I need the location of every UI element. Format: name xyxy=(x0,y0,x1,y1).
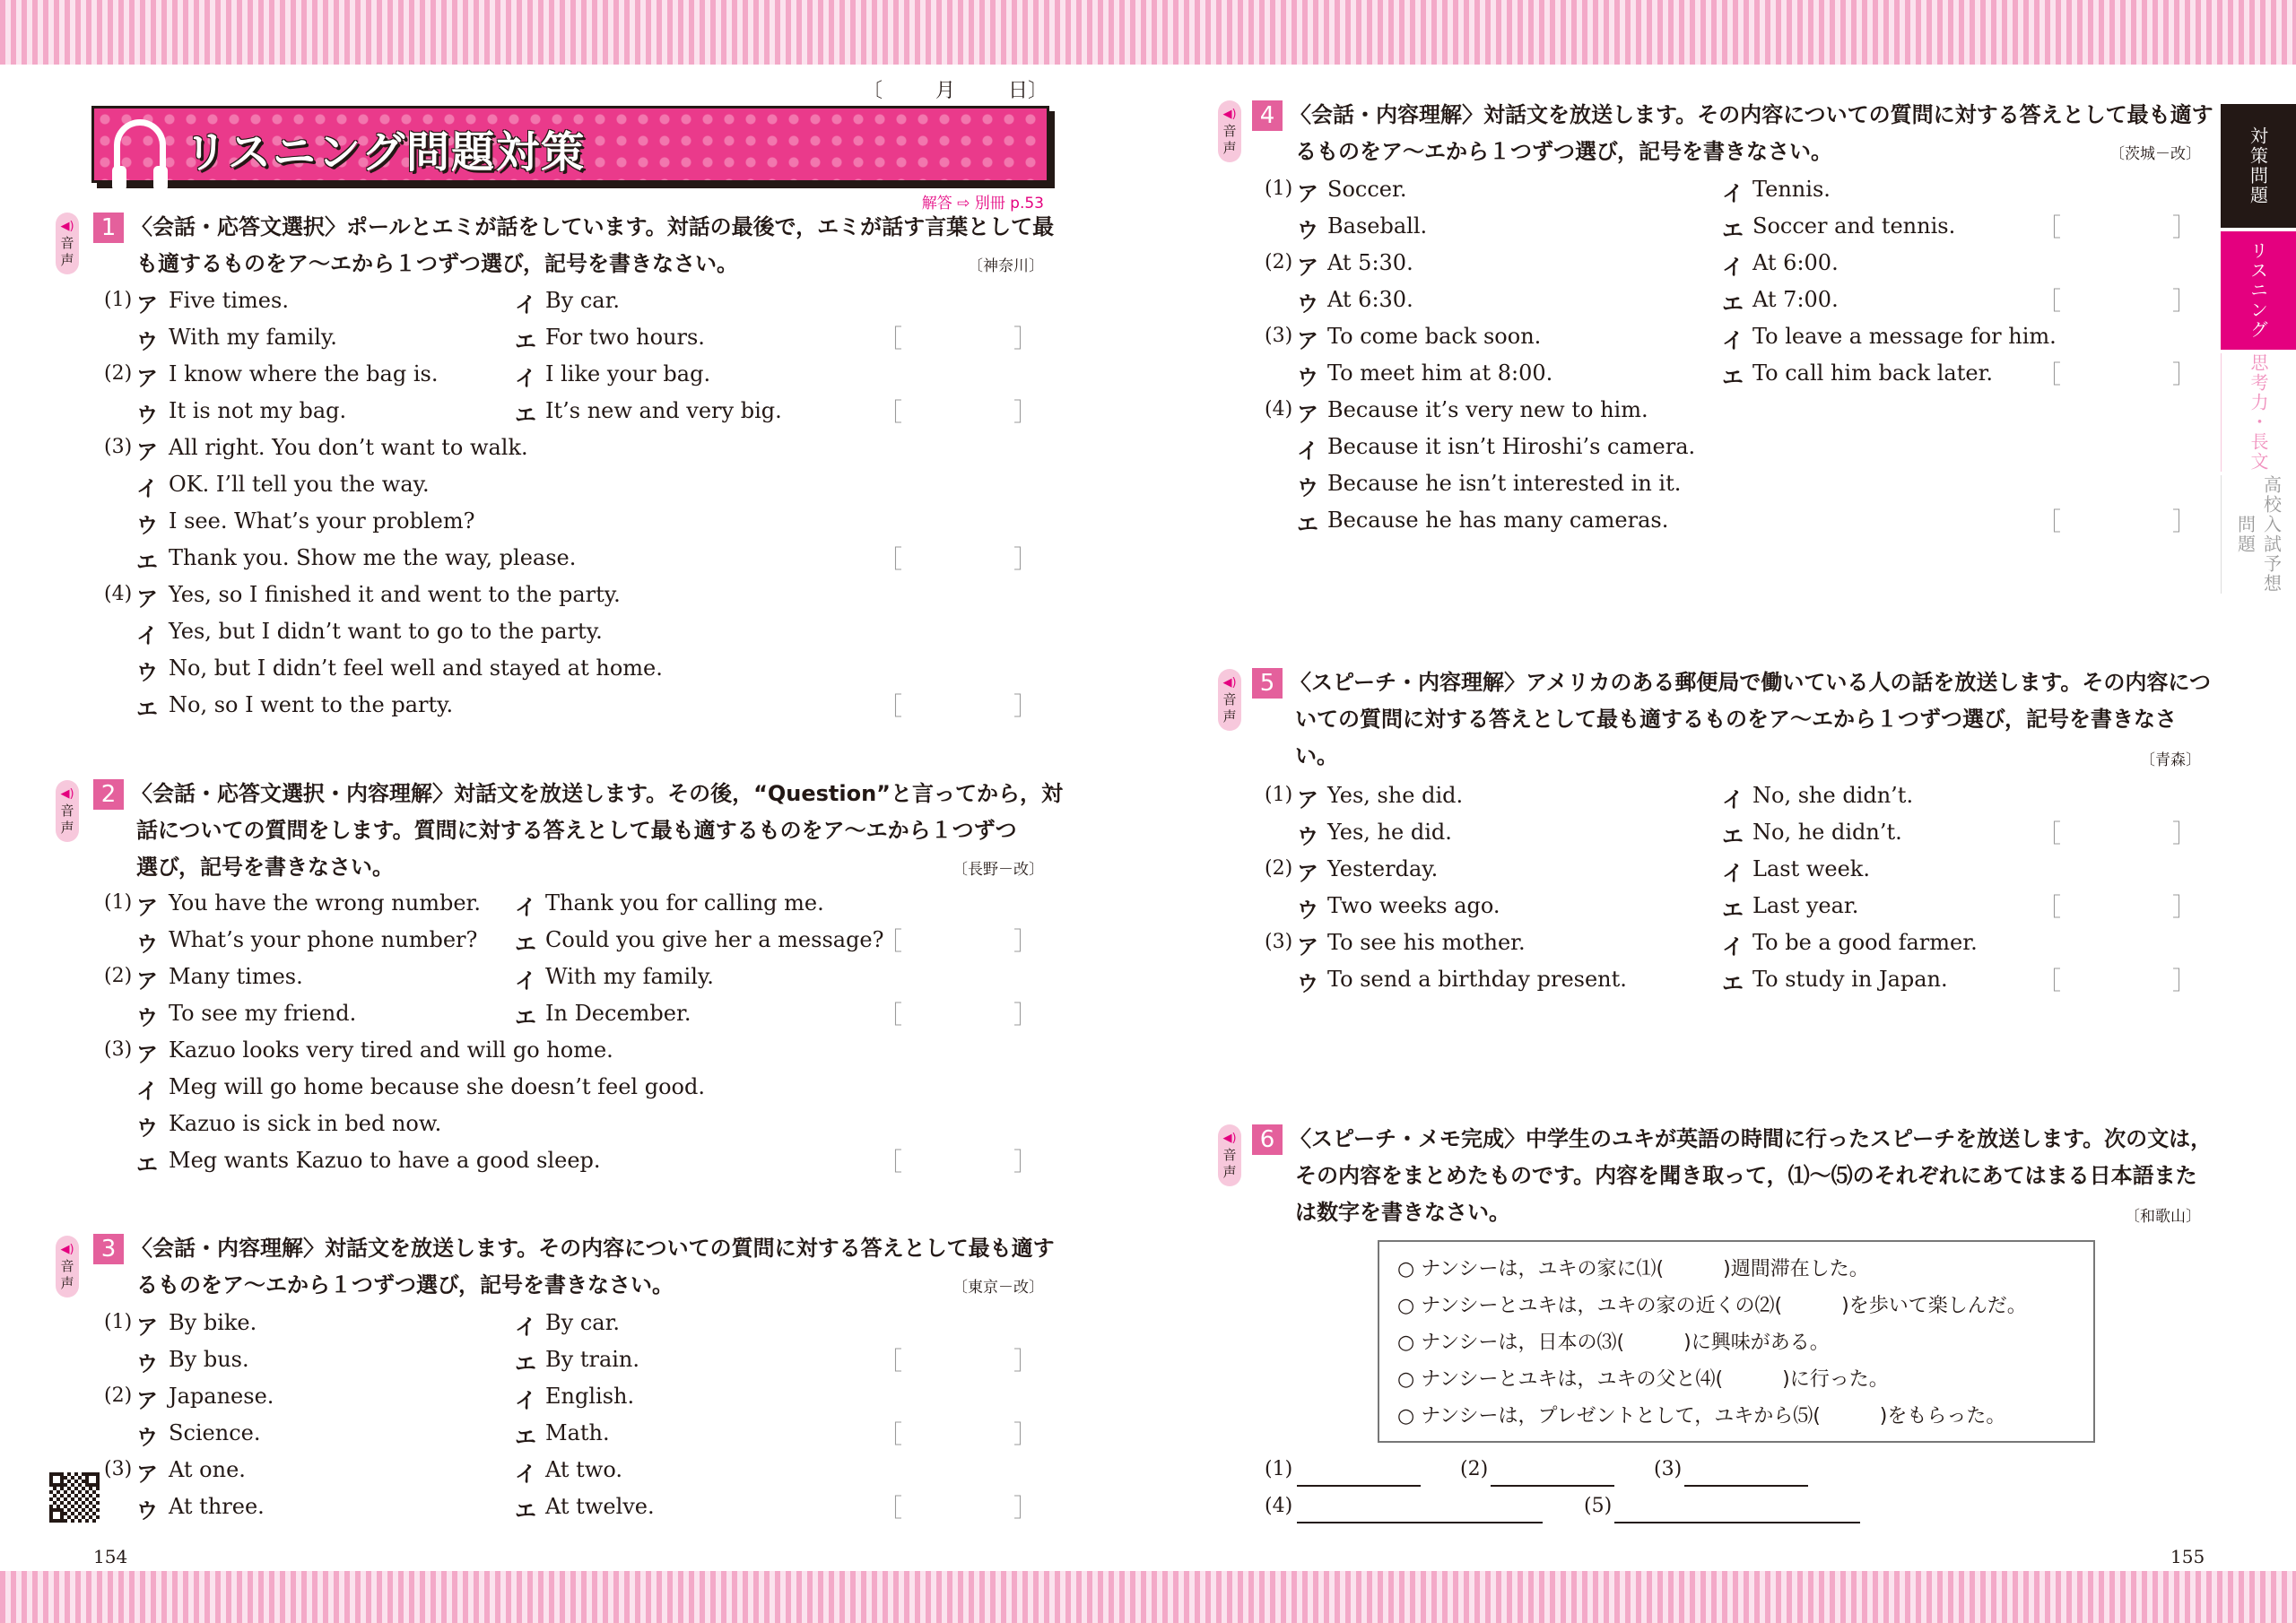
source: 〔茨城－改〕 xyxy=(2109,145,2201,163)
question-number: (3) xyxy=(1265,325,1293,347)
source: 〔和歌山〕 xyxy=(2125,1208,2201,1226)
choice-mark: エ xyxy=(515,403,536,428)
choice-text: All right. You don’t want to walk. xyxy=(169,435,528,460)
answer-box[interactable]: ［ ］ xyxy=(877,926,1039,956)
instruction: 選び，記号を書きなさい。 xyxy=(136,855,395,880)
bottom-stripe xyxy=(0,1571,2296,1623)
choice-mark: イ xyxy=(515,895,536,920)
choice-text: I like your bag. xyxy=(545,361,711,386)
choice-text: No, she didn’t. xyxy=(1752,783,1914,808)
choice-text: Last year. xyxy=(1752,893,1859,918)
choice-text: To see his mother. xyxy=(1327,930,1526,955)
choice-text: By car. xyxy=(545,288,621,313)
memo-line: ○ ナンシーは，ユキの家に⑴( )週間滞在した。 xyxy=(1397,1258,1869,1280)
choice-text: To see my friend. xyxy=(169,1001,357,1026)
choice-text: By bike. xyxy=(169,1310,257,1335)
question-number: (4) xyxy=(104,583,133,605)
choice-text: Five times. xyxy=(169,288,289,313)
choice-mark: イ xyxy=(136,476,158,501)
answer-label: (2) xyxy=(1460,1458,1489,1480)
audio-badge: ◀︎) 音声 xyxy=(56,1236,79,1298)
choice-mark: ウ xyxy=(136,1115,158,1141)
choice-text: Because he has many cameras. xyxy=(1327,508,1669,533)
choice-mark: ア xyxy=(1297,181,1318,206)
page-number-right: 155 xyxy=(2170,1546,2205,1567)
answer-field-5[interactable] xyxy=(1614,1497,1860,1523)
question-number: (1) xyxy=(1265,784,1293,806)
choice-text: Yes, but I didn’t want to go to the party. xyxy=(169,619,603,644)
choice-text: By car. xyxy=(545,1310,621,1335)
choice-mark: ウ xyxy=(136,1005,158,1030)
choice-mark: イ xyxy=(136,623,158,648)
answer-box[interactable]: ［ ］ xyxy=(2036,286,2197,316)
section-number: 1 xyxy=(93,213,124,243)
answer-label: (4) xyxy=(1265,1495,1293,1517)
choice-mark: ウ xyxy=(136,1498,158,1523)
choice-text: Meg will go home because she doesn’t feel good. xyxy=(169,1074,705,1099)
choice-text: Because he isn’t interested in it. xyxy=(1327,471,1682,496)
choice-mark: エ xyxy=(136,550,158,575)
choice-text: Yesterday. xyxy=(1327,856,1439,881)
question-number: (1) xyxy=(104,1311,133,1333)
question-number: (3) xyxy=(104,1458,133,1480)
choice-text: Kazuo looks very tired and will go home. xyxy=(169,1037,613,1063)
choice-mark: ウ xyxy=(136,403,158,428)
choice-mark: イ xyxy=(515,968,536,994)
choice-text: No, he didn’t. xyxy=(1752,820,1902,845)
speaker-icon: ◀︎) xyxy=(60,787,74,801)
answer-box[interactable]: ［ ］ xyxy=(877,1419,1039,1449)
answer-label: (3) xyxy=(1654,1458,1683,1480)
choice-mark: イ xyxy=(515,366,536,391)
choice-text: Yes, so I finished it and went to the party. xyxy=(169,582,621,607)
choice-mark: ア xyxy=(136,895,158,920)
choice-text: English. xyxy=(545,1384,635,1409)
answer-field-4[interactable] xyxy=(1297,1497,1543,1523)
choice-text: At 6:30. xyxy=(1327,287,1413,312)
audio-badge: ◀︎) 音声 xyxy=(1218,1124,1241,1186)
choice-text: Last week. xyxy=(1752,856,1870,881)
question-number: (3) xyxy=(1265,931,1293,953)
choice-text: Because it’s very new to him. xyxy=(1327,397,1648,422)
choice-text: I know where the bag is. xyxy=(169,361,439,386)
choice-text: To be a good farmer. xyxy=(1752,930,1978,955)
speaker-icon: ◀︎) xyxy=(60,220,74,233)
section-number: 6 xyxy=(1252,1124,1283,1155)
choice-mark: ア xyxy=(136,968,158,994)
choice-text: Yes, she did. xyxy=(1327,783,1464,808)
source: 〔青森〕 xyxy=(2140,751,2201,769)
qr-code[interactable] xyxy=(49,1472,100,1523)
choice-mark: イ xyxy=(515,1462,536,1487)
tab-yoso[interactable]: 高校入試予想問題 xyxy=(2221,475,2296,594)
choice-mark: ウ xyxy=(136,932,158,957)
answer-box[interactable]: ［ ］ xyxy=(877,397,1039,427)
section-number: 2 xyxy=(93,779,124,810)
choice-mark: ア xyxy=(1297,787,1318,812)
answer-reference: 解答 ⇨ 別冊 p.53 xyxy=(921,195,1044,213)
page-title: リスニング問題対策 xyxy=(184,127,587,178)
choice-mark: エ xyxy=(1722,898,1744,923)
source: 〔神奈川〕 xyxy=(968,257,1044,275)
answer-field-2[interactable] xyxy=(1491,1460,1614,1487)
instruction: 〈会話・内容理解〉対話文を放送します。その内容についての質問に対する答えとして最も適す xyxy=(1290,102,2213,127)
choice-text: At twelve. xyxy=(545,1494,655,1519)
choice-mark: エ xyxy=(515,1425,536,1450)
memo-line: ○ ナンシーは，日本の⑶( )に興味がある。 xyxy=(1397,1332,1830,1354)
choice-text: Kazuo is sick in bed now. xyxy=(169,1111,442,1136)
choice-text: Soccer and tennis. xyxy=(1752,213,1956,239)
choice-text: At 5:30. xyxy=(1327,250,1413,275)
tab-taisaku[interactable]: 対策問題 xyxy=(2221,104,2296,228)
choice-mark: エ xyxy=(1722,971,1744,996)
answer-label: (5) xyxy=(1584,1495,1613,1517)
section-number: 4 xyxy=(1252,100,1283,131)
tab-listening[interactable]: リスニング xyxy=(2221,231,2296,350)
choice-text: Many times. xyxy=(169,964,303,989)
choice-mark: イ xyxy=(515,1315,536,1340)
instruction: るものをア～エから１つずつ選び，記号を書きなさい。 xyxy=(1295,139,1833,164)
choice-mark: エ xyxy=(515,329,536,354)
choice-mark: ウ xyxy=(1297,971,1318,996)
choice-mark: イ xyxy=(1722,934,1744,959)
choice-text: Meg wants Kazuo to have a good sleep. xyxy=(169,1148,601,1173)
answer-box[interactable]: ［ ］ xyxy=(877,1346,1039,1376)
answer-box[interactable]: ［ ］ xyxy=(2036,819,2197,848)
speaker-icon: ◀︎) xyxy=(1222,1132,1237,1145)
choice-mark: イ xyxy=(136,1079,158,1104)
audio-badge: ◀︎) 音声 xyxy=(1218,669,1241,731)
choice-mark: ア xyxy=(1297,255,1318,280)
answer-box[interactable]: ［ ］ xyxy=(2036,966,2197,995)
choice-text: Japanese. xyxy=(169,1384,274,1409)
instruction: 話についての質問をします。質問に対する答えとして最も適するものをア～エから１つずつ xyxy=(136,818,1017,843)
tab-shikoryoku[interactable]: 思考力・長文 xyxy=(2221,353,2296,472)
instruction: 〈スピーチ・内容理解〉アメリカのある郵便局で働いている人の話を放送します。その内容につ xyxy=(1290,670,2211,695)
choice-text: To call him back later. xyxy=(1752,360,1994,386)
choice-mark: ウ xyxy=(1297,898,1318,923)
choice-text: At 7:00. xyxy=(1752,287,1839,312)
instruction: 〈会話・内容理解〉対話文を放送します。その内容についての質問に対する答えとして最も適す xyxy=(131,1236,1055,1261)
choice-mark: エ xyxy=(1722,824,1744,849)
choice-text: No, but I didn’t feel well and stayed at home. xyxy=(169,655,663,681)
choice-mark: ア xyxy=(136,1462,158,1487)
choice-text: Thank you. Show me the way, please. xyxy=(169,545,577,570)
choice-mark: ウ xyxy=(136,660,158,685)
choice-mark: ウ xyxy=(1297,365,1318,390)
choice-mark: イ xyxy=(1722,861,1744,886)
choice-text: At 6:00. xyxy=(1752,250,1839,275)
answer-box[interactable]: ［ ］ xyxy=(2036,892,2197,922)
question-number: (2) xyxy=(104,965,133,987)
choice-mark: ア xyxy=(136,1388,158,1413)
choice-text: Yes, he did. xyxy=(1327,820,1452,845)
choice-mark: ア xyxy=(1297,402,1318,427)
instruction: も適するものをア～エから１つずつ選び，記号を書きなさい。 xyxy=(136,251,739,276)
choice-text: To come back soon. xyxy=(1327,324,1542,349)
choice-mark: ア xyxy=(136,439,158,464)
memo-box xyxy=(1378,1240,2095,1443)
choice-text: Tennis. xyxy=(1752,177,1831,202)
memo-line: ○ ナンシーは，プレゼントとして，ユキから⑸( )をもらった。 xyxy=(1397,1405,2006,1428)
question-number: (2) xyxy=(104,362,133,385)
choice-text: Soccer. xyxy=(1327,177,1407,202)
question-number: (4) xyxy=(1265,398,1293,421)
choice-mark: イ xyxy=(1722,255,1744,280)
answer-box[interactable]: ［ ］ xyxy=(2036,213,2197,242)
choice-mark: ア xyxy=(136,292,158,317)
page-number-left: 154 xyxy=(93,1546,128,1567)
choice-text: Two weeks ago. xyxy=(1327,893,1500,918)
question-number: (3) xyxy=(104,1038,133,1061)
question-number: (2) xyxy=(1265,857,1293,880)
choice-text: Because it isn’t Hiroshi’s camera. xyxy=(1327,434,1696,459)
choice-mark: ウ xyxy=(1297,291,1318,317)
question-number: (2) xyxy=(1265,251,1293,273)
section-number: 5 xyxy=(1252,668,1283,699)
choice-mark: エ xyxy=(515,1005,536,1030)
choice-text: No, so I went to the party. xyxy=(169,692,454,717)
choice-text: At three. xyxy=(169,1494,265,1519)
choice-mark: ウ xyxy=(136,1351,158,1376)
choice-text: Could you give her a message? xyxy=(545,927,884,952)
choice-mark: ウ xyxy=(136,1425,158,1450)
answer-box[interactable]: ［ ］ xyxy=(877,544,1039,574)
choice-text: Science. xyxy=(169,1420,261,1445)
choice-mark: エ xyxy=(515,1351,536,1376)
choice-mark: ウ xyxy=(1297,475,1318,500)
choice-mark: エ xyxy=(1722,218,1744,243)
choice-text: To leave a message for him. xyxy=(1752,324,2057,349)
question-number: (3) xyxy=(104,436,133,458)
source: 〔長野－改〕 xyxy=(952,861,1044,879)
audio-badge: ◀︎) 音声 xyxy=(56,213,79,274)
choice-mark: ア xyxy=(136,1315,158,1340)
choice-mark: イ xyxy=(1722,328,1744,353)
section-number: 3 xyxy=(93,1234,124,1264)
choice-mark: エ xyxy=(1297,512,1318,537)
choice-text: Math. xyxy=(545,1420,610,1445)
answer-box[interactable]: ［ ］ xyxy=(877,691,1039,721)
speaker-icon: ◀︎) xyxy=(60,1243,74,1256)
choice-mark: ア xyxy=(1297,861,1318,886)
title-band xyxy=(91,106,1049,183)
choice-mark: ア xyxy=(136,366,158,391)
choice-text: For two hours. xyxy=(545,325,705,350)
memo-line: ○ ナンシーとユキは，ユキの父と⑷( )に行った。 xyxy=(1397,1368,1889,1391)
instruction: い。 xyxy=(1295,743,1338,768)
choice-text: Baseball. xyxy=(1327,213,1428,239)
choice-text: With my family. xyxy=(545,964,714,989)
answer-label: (1) xyxy=(1265,1458,1293,1480)
choice-mark: ア xyxy=(136,586,158,612)
choice-mark: イ xyxy=(1722,787,1744,812)
audio-badge: ◀︎) 音声 xyxy=(1218,100,1241,162)
choice-mark: エ xyxy=(515,932,536,957)
instruction: は数字を書きなさい。 xyxy=(1295,1200,1510,1225)
answer-box[interactable]: ［ ］ xyxy=(2036,360,2197,389)
choice-text: OK. I’ll tell you the way. xyxy=(169,472,430,497)
question-number: (1) xyxy=(1265,178,1293,200)
answer-field-3[interactable] xyxy=(1684,1460,1808,1487)
answer-box[interactable]: ［ ］ xyxy=(877,324,1039,353)
instruction: 〈スピーチ・メモ完成〉中学生のユキが英語の時間に行ったスピーチを放送します。次の文は， xyxy=(1290,1126,2213,1151)
headphones-icon xyxy=(114,119,166,171)
question-number: (2) xyxy=(104,1384,133,1407)
choice-text: What’s your phone number? xyxy=(169,927,478,952)
choice-text: Thank you for calling me. xyxy=(545,890,824,916)
speaker-icon: ◀︎) xyxy=(1222,108,1237,121)
date-field: 〔 月 日〕 xyxy=(863,80,1048,102)
choice-text: To send a birthday present. xyxy=(1327,967,1627,992)
choice-text: It is not my bag. xyxy=(169,398,347,423)
choice-mark: ア xyxy=(1297,934,1318,959)
choice-mark: イ xyxy=(515,292,536,317)
choice-text: At two. xyxy=(545,1457,623,1482)
choice-mark: エ xyxy=(1722,365,1744,390)
choice-text: At one. xyxy=(169,1457,246,1482)
choice-mark: ウ xyxy=(1297,824,1318,849)
choice-mark: エ xyxy=(1722,291,1744,317)
instruction: いての質問に対する答えとして最も適するものをア～エから１つずつ選び，記号を書きなさ xyxy=(1295,707,2178,732)
instruction: 〈会話・応答文選択〉ポールとエミが話をしています。対話の最後で，エミが話す言葉として最 xyxy=(131,214,1055,239)
question-number: (1) xyxy=(104,891,133,914)
audio-badge: ◀︎) 音声 xyxy=(56,780,79,842)
choice-mark: ア xyxy=(136,1042,158,1067)
choice-mark: エ xyxy=(136,1152,158,1177)
instruction: 〈会話・応答文選択・内容理解〉対話文を放送します。その後，“Question”と言ってから，対 xyxy=(131,781,1063,806)
answer-box[interactable]: ［ ］ xyxy=(877,1493,1039,1523)
answer-box[interactable]: ［ ］ xyxy=(877,1000,1039,1029)
top-stripe xyxy=(0,0,2296,65)
choice-mark: ウ xyxy=(1297,218,1318,243)
answer-box[interactable]: ［ ］ xyxy=(2036,507,2197,536)
choice-text: To meet him at 8:00. xyxy=(1327,360,1553,386)
question-number: (1) xyxy=(104,289,133,311)
source: 〔東京－改〕 xyxy=(952,1279,1044,1297)
answer-field-1[interactable] xyxy=(1297,1460,1421,1487)
choice-mark: エ xyxy=(515,1498,536,1523)
choice-text: It’s new and very big. xyxy=(545,398,782,423)
choice-mark: イ xyxy=(515,1388,536,1413)
instruction: その内容をまとめたものです。内容を聞き取って，⑴～⑸のそれぞれにあてはまる日本語また xyxy=(1295,1163,2197,1188)
choice-text: I see. What’s your problem? xyxy=(169,508,475,534)
choice-text: To study in Japan. xyxy=(1752,967,1948,992)
choice-text: In December. xyxy=(545,1001,691,1026)
choice-mark: イ xyxy=(1297,438,1318,464)
choice-text: With my family. xyxy=(169,325,337,350)
choice-text: By bus. xyxy=(169,1347,249,1372)
choice-mark: イ xyxy=(1722,181,1744,206)
answer-box[interactable]: ［ ］ xyxy=(877,1147,1039,1176)
choice-text: You have the wrong number. xyxy=(169,890,481,916)
choice-mark: ア xyxy=(1297,328,1318,353)
choice-mark: ウ xyxy=(136,329,158,354)
choice-mark: エ xyxy=(136,697,158,722)
memo-line: ○ ナンシーとユキは，ユキの家の近くの⑵( )を歩いて楽しんだ。 xyxy=(1397,1295,2027,1317)
choice-mark: ウ xyxy=(136,513,158,538)
choice-text: By train. xyxy=(545,1347,640,1372)
speaker-icon: ◀︎) xyxy=(1222,676,1237,690)
instruction: るものをア～エから１つずつ選び，記号を書きなさい。 xyxy=(136,1272,674,1298)
